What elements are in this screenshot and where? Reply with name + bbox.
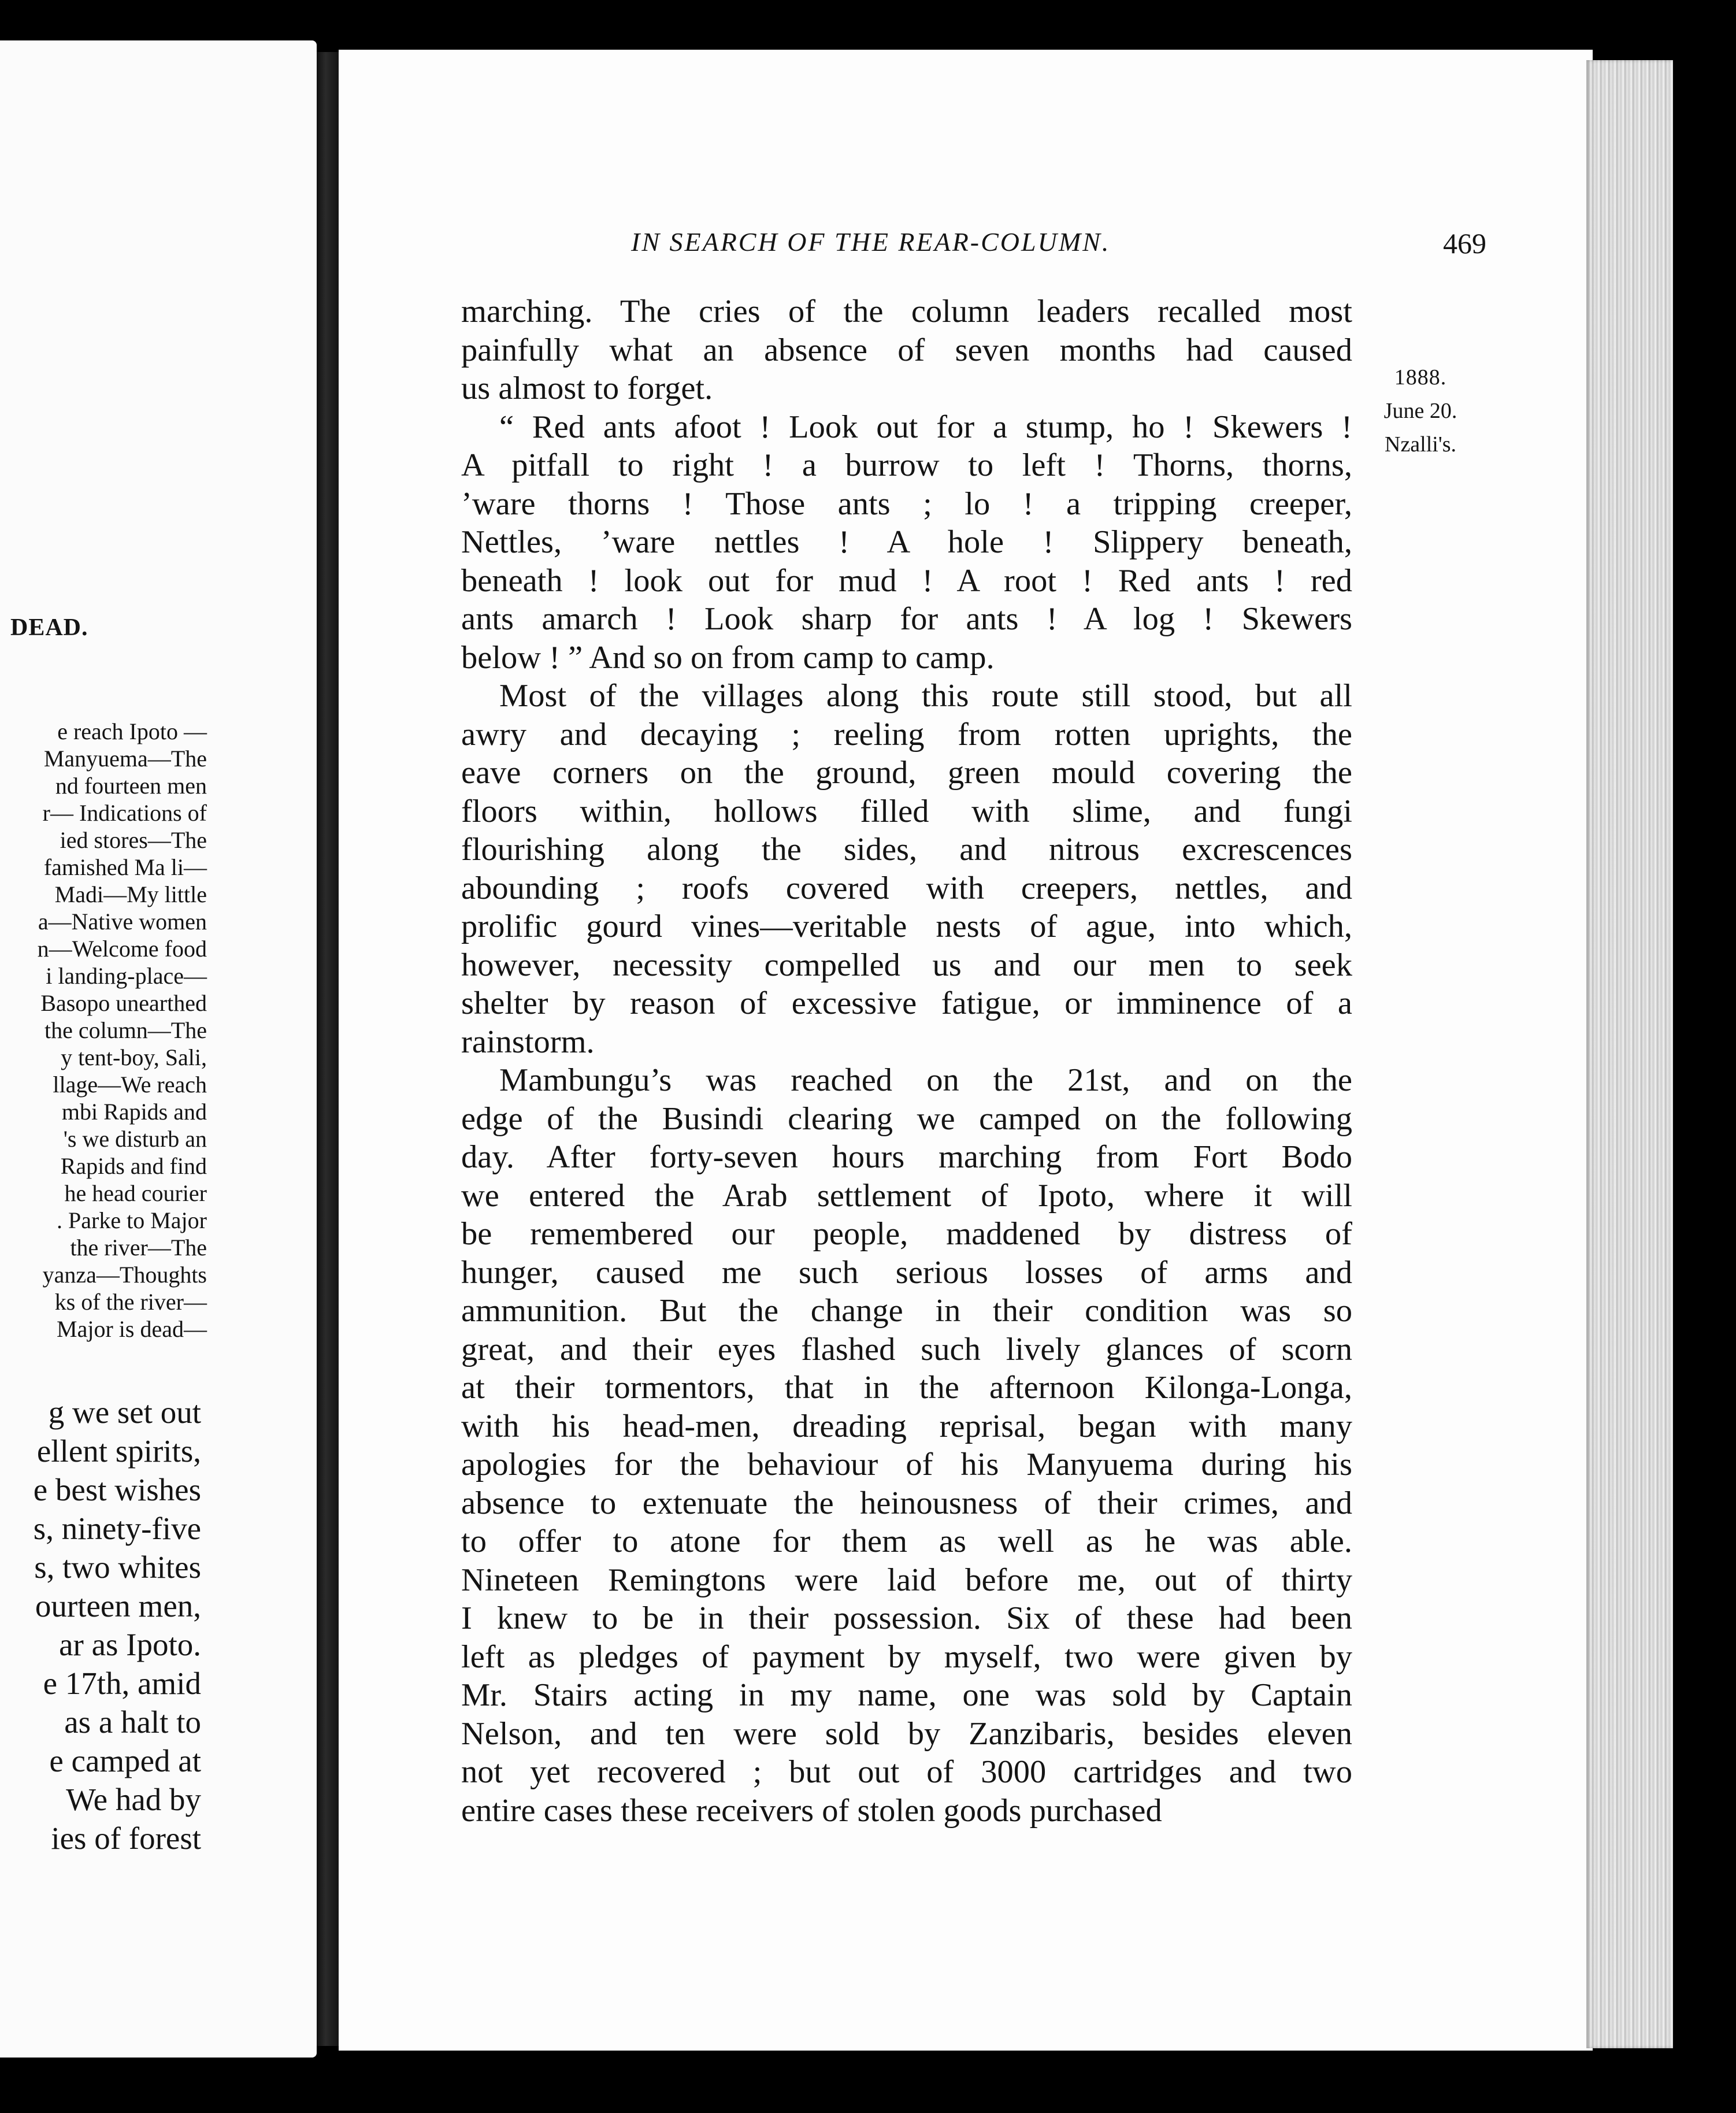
paragraph xyxy=(461,408,1352,677)
text-line: Mambungu’s was reached on the 21st, and on the xyxy=(499,1062,1352,1098)
text-line: at their tormentors, that in the afternoon Kilonga-Longa, xyxy=(461,1370,1352,1406)
text-line: marching. The cries of the column leaders recalled most xyxy=(461,294,1352,329)
text-line: Nettles, ’ware nettles ! A hole ! Slippery beneath, xyxy=(461,524,1352,560)
summary-line: r— Indications of xyxy=(42,800,207,826)
body-line: ar as Ipoto. xyxy=(59,1627,201,1662)
body-line: ellent spirits, xyxy=(36,1433,201,1469)
summary-line: ks of the river— xyxy=(54,1289,207,1315)
text-line: I knew to be in their possession. Six of these had been xyxy=(461,1600,1352,1636)
summary-line: . Parke to Major xyxy=(57,1207,207,1233)
body-line: e 17th, amid xyxy=(43,1666,201,1701)
text-line: us almost to forget. xyxy=(461,370,713,406)
text-line: ants amarch ! Look sharp for ants ! A log ! Skewers xyxy=(461,601,1352,637)
body-line: s, two whites xyxy=(34,1549,201,1585)
text-line: abounding ; roofs covered with creepers, nettles, and xyxy=(461,870,1352,906)
text-line: Mr. Stairs acting in my name, one was sold by Captain xyxy=(461,1677,1352,1713)
paragraph xyxy=(461,677,1352,1061)
text-line: not yet recovered ; but out of 3000 cartridges and two xyxy=(461,1754,1352,1790)
margin-note xyxy=(1368,361,1472,461)
summary-line: a—Native women xyxy=(38,909,207,935)
margin-note-date: June 20. xyxy=(1383,399,1457,423)
summary-line: llage—We reach xyxy=(53,1072,207,1098)
running-head xyxy=(631,227,1486,261)
book-gutter xyxy=(317,52,339,2046)
body-text xyxy=(461,292,1352,1830)
page-stack-edge xyxy=(1586,60,1673,2048)
summary-line: yanza—Thoughts xyxy=(42,1262,207,1288)
text-line: flourishing along the sides, and nitrous excrescences xyxy=(461,832,1352,868)
body-line: We had by xyxy=(66,1782,201,1817)
body-line: e best wishes xyxy=(33,1472,201,1507)
summary-line: 's we disturb an xyxy=(63,1126,207,1152)
right-page xyxy=(339,50,1593,2051)
body-line: ourteen men, xyxy=(35,1588,201,1623)
body-line: g we set out xyxy=(48,1395,201,1430)
paragraph xyxy=(461,292,1352,408)
text-line: with his head-men, dreading reprisal, began with many xyxy=(461,1408,1352,1444)
summary-line: the river—The xyxy=(70,1235,207,1261)
text-line: Nineteen Remingtons were laid before me, out of thirty xyxy=(461,1562,1352,1598)
text-line: ammunition. But the change in their condition was so xyxy=(461,1293,1352,1329)
text-line: great, and their eyes flashed such lively glances of scorn xyxy=(461,1331,1352,1367)
text-line: ’ware thorns ! Those ants ; lo ! a tripping creeper, xyxy=(461,485,1352,522)
text-line: eave corners on the ground, green mould covering the xyxy=(461,755,1352,791)
text-line: entire cases these receivers of stolen goods purchased xyxy=(461,1792,1162,1829)
paragraph xyxy=(461,1061,1352,1830)
text-line: rainstorm. xyxy=(461,1024,595,1060)
text-line: beneath ! look out for mud ! A root ! Red ants ! red xyxy=(461,562,1352,599)
margin-note-place: Nzalli's. xyxy=(1385,432,1456,457)
summary-line: n—Welcome food xyxy=(37,936,207,962)
page-number: 469 xyxy=(1443,227,1486,260)
text-line: “ Red ants afoot ! Look out for a stump, ho ! Skewers ! xyxy=(499,409,1352,445)
body-line: ies of forest xyxy=(51,1821,201,1856)
summary-line: nd fourteen men xyxy=(55,773,207,799)
summary-line: Rapids and find xyxy=(60,1153,207,1179)
text-line: however, necessity compelled us and our men to seek xyxy=(461,947,1352,983)
text-line: shelter by reason of excessive fatigue, or imminence of a xyxy=(461,985,1352,1021)
text-line: Nelson, and ten were sold by Zanzibaris, besides eleven xyxy=(461,1715,1352,1752)
summary-line: Basopo unearthed xyxy=(40,990,207,1016)
running-title: IN SEARCH OF THE REAR-COLUMN. xyxy=(631,227,1111,257)
summary-line: i landing-place— xyxy=(46,963,207,989)
text-line: we entered the Arab settlement of Ipoto, where it will xyxy=(461,1177,1352,1214)
summary-line: Madi—My little xyxy=(54,881,207,907)
text-line: edge of the Busindi clearing we camped on the following xyxy=(461,1100,1352,1137)
text-line: day. After forty-seven hours marching from Fort Bodo xyxy=(461,1139,1352,1175)
summary-line: ied stores—The xyxy=(60,827,207,853)
left-page-chapter-summary xyxy=(0,718,207,1343)
text-line: Most of the villages along this route still stood, but all xyxy=(499,678,1352,714)
body-line: as a halt to xyxy=(64,1704,201,1740)
summary-line: y tent-boy, Sali, xyxy=(61,1044,207,1070)
body-line: e camped at xyxy=(49,1743,201,1778)
left-page-heading: DEAD. xyxy=(10,614,88,641)
text-line: below ! ” And so on from camp to camp. xyxy=(461,639,995,676)
summary-line: Manyuema—The xyxy=(43,746,207,772)
text-line: floors within, hollows filled with slime, and fungi xyxy=(461,793,1352,829)
margin-note-year: 1888. xyxy=(1394,365,1447,390)
summary-line: e reach Ipoto — xyxy=(57,718,207,744)
body-line: s, ninety-five xyxy=(33,1511,201,1546)
left-page-body-text xyxy=(0,1393,201,1858)
text-line: prolific gourd vines—veritable nests of ague, into which, xyxy=(461,909,1352,944)
text-line: be remembered our people, maddened by distress of xyxy=(461,1216,1352,1252)
text-line: painfully what an absence of seven months had caused xyxy=(461,332,1352,368)
summary-line: famished Ma li— xyxy=(43,854,207,880)
text-line: left as pledges of payment by myself, two were given by xyxy=(461,1638,1352,1675)
summary-line: Major is dead— xyxy=(57,1316,207,1342)
text-line: A pitfall to right ! a burrow to left ! Thorns, thorns, xyxy=(461,447,1352,483)
text-line: awry and decaying ; reeling from rotten uprights, the xyxy=(461,716,1352,752)
text-line: apologies for the behaviour of his Manyuema during his xyxy=(461,1447,1352,1482)
text-line: absence to extenuate the heinousness of their crimes, and xyxy=(461,1485,1352,1521)
text-line: to offer to atone for them as well as he was able. xyxy=(461,1523,1352,1559)
summary-line: he head courier xyxy=(64,1180,207,1206)
text-line: hunger, caused me such serious losses of arms and xyxy=(461,1254,1352,1291)
left-page xyxy=(0,40,317,2058)
summary-line: mbi Rapids and xyxy=(61,1099,207,1125)
summary-line: the column—The xyxy=(44,1017,207,1043)
